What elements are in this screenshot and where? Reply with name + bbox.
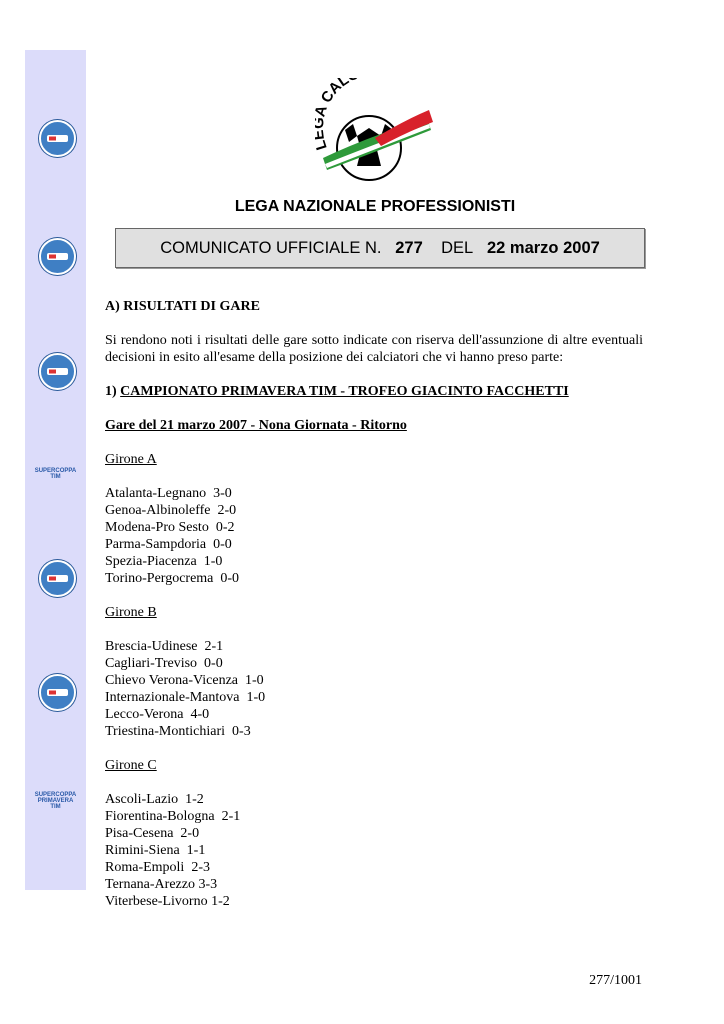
matchday-heading: Gare del 21 marzo 2007 - Nona Giornata - Ritorno [105,418,407,433]
logo-text: CAL [317,78,353,107]
group-title-a: Girone A [105,452,157,467]
supercoppa-primavera-tim-logo: SUPERCOPPA PRIMAVERA TIM [34,792,77,810]
match-result: Chievo Verona-Vicenza 1-0 [105,673,264,688]
championship-title: CAMPIONATO PRIMAVERA TIM - TROFEO GIACINTO FACCHETTI [120,384,569,399]
match-result: Ascoli-Lazio 1-2 [105,792,204,807]
match-result: Genoa-Albinoleffe 2-0 [105,503,237,518]
match-result: Ternana-Arezzo 3-3 [105,877,218,892]
match-result: Torino-Pergocrema 0-0 [105,571,240,586]
page-title: LEGA NAZIONALE PROFESSIONISTI [234,198,516,215]
match-result: Cagliari-Treviso 0-0 [105,656,223,671]
match-result: Spezia-Piacenza 1-0 [105,554,223,569]
primavera-tim-icon [39,560,76,597]
comunicato-date: 22 marzo 2007 [486,239,600,257]
lega-calcio-logo [315,78,435,188]
match-result: Lecco-Verona 4-0 [105,707,210,722]
match-result: Pisa-Cesena 2-0 [105,826,200,841]
supercoppa-tim-logo: SUPERCOPPA TIM [34,468,77,480]
match-list-b [105,638,643,740]
match-result: Atalanta-Legnano 3-0 [105,486,232,501]
match-result: Modena-Pro Sesto 0-2 [105,520,235,535]
section-heading: A) RISULTATI DI GARE [105,299,260,314]
page-number: 277/1001 [589,973,642,988]
tim-cup-primavera-icon [39,674,76,711]
match-result: Viterbese-Livorno 1-2 [105,894,230,909]
match-result: Parma-Sampdoria 0-0 [105,537,232,552]
championship-number: 1) [105,384,117,399]
comunicato-number: 277 [395,239,423,257]
sidebar [25,50,86,890]
match-result: Internazionale-Mantova 1-0 [105,690,266,705]
match-list-c [105,791,643,910]
match-list-a [105,485,643,587]
comunicato-header [115,228,645,268]
del-label: DEL [441,239,474,257]
group-title-c: Girone C [105,758,157,773]
match-result: Roma-Empoli 2-3 [105,860,210,875]
group-title-b: Girone B [105,605,157,620]
match-result: Fiorentina-Bologna 2-1 [105,809,241,824]
match-result: Triestina-Montichiari 0-3 [105,724,251,739]
comunicato-label: COMUNICATO UFFICIALE N. [160,239,382,257]
document-body [105,298,643,927]
serie-b-tim-icon [39,238,76,275]
match-result: Rimini-Siena 1-1 [105,843,206,858]
championship-heading [105,383,643,400]
match-result: Brescia-Udinese 2-1 [105,639,224,654]
intro-paragraph: Si rendono noti i risultati delle gare sotto indicate con riserva dell'assunzione di altre eventuali decisioni in esito all'esame della posizione dei calciatori che vi hanno preso parte: [105,333,643,365]
serie-a-tim-icon [39,120,76,157]
tim-cup-icon [39,353,76,390]
